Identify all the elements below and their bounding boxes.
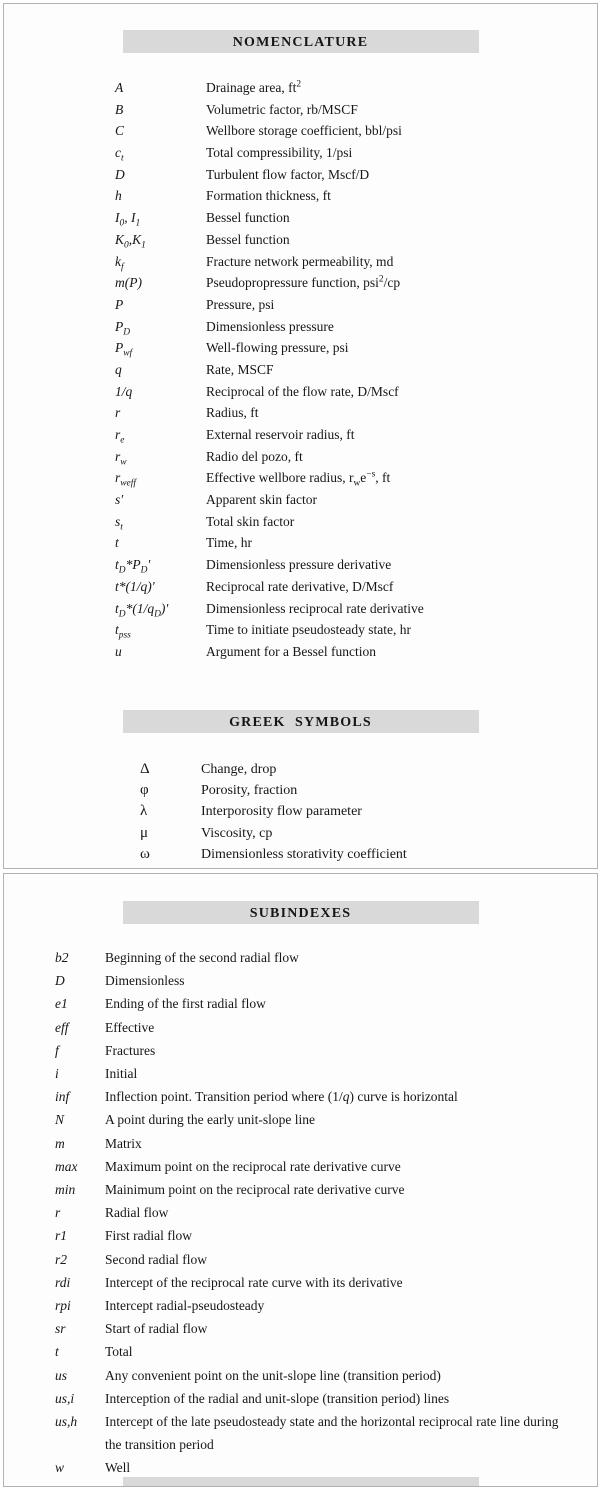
subindex-entry bbox=[55, 1248, 559, 1271]
greek-symbol-entry bbox=[140, 801, 577, 822]
page-subindexes bbox=[3, 873, 598, 1487]
greek-symbol-entry bbox=[140, 823, 577, 844]
entry-symbol: us bbox=[55, 1367, 68, 1383]
entry-definition: Argument for a Bessel function bbox=[206, 643, 376, 659]
greek-symbols-list bbox=[140, 759, 577, 866]
entry-symbol: h bbox=[115, 188, 122, 204]
entry-symbol: min bbox=[55, 1182, 76, 1198]
subindex-entry bbox=[55, 1317, 559, 1340]
entry-definition: Change, drop bbox=[201, 761, 277, 777]
subindex-entry bbox=[55, 992, 559, 1015]
entry-symbol: eff bbox=[55, 1019, 69, 1035]
entry-definition: Total compressibility, 1/psi bbox=[206, 145, 353, 161]
subindex-entry bbox=[55, 1340, 559, 1363]
nomenclature-entry bbox=[115, 359, 577, 381]
entry-definition: Second radial flow bbox=[105, 1251, 207, 1267]
entry-definition: Drainage area, $ft^2$ bbox=[206, 79, 302, 95]
entry-definition: Dimensionless reciprocal rate derivative bbox=[206, 600, 424, 616]
next-section-header-partial bbox=[123, 1477, 479, 1486]
entry-symbol: ω bbox=[140, 846, 150, 863]
subindex-entry bbox=[55, 1294, 559, 1317]
entry-symbol: w bbox=[55, 1460, 65, 1476]
greek-symbol-entry bbox=[140, 780, 577, 801]
entry-definition: Volumetric factor, rb/MSCF bbox=[206, 101, 358, 117]
entry-symbol: P bbox=[115, 296, 124, 312]
entry-definition: Dimensionless pressure bbox=[206, 318, 334, 334]
nomenclature-entry bbox=[115, 446, 577, 468]
entry-definition: Effective bbox=[105, 1019, 155, 1035]
nomenclature-entry bbox=[115, 272, 577, 294]
entry-definition: Radial flow bbox=[105, 1205, 169, 1221]
entry-symbol: $s_t$ bbox=[115, 513, 123, 533]
entry-symbol: b2 bbox=[55, 950, 69, 965]
nomenclature-entry bbox=[115, 576, 577, 598]
entry-symbol: φ bbox=[140, 781, 149, 798]
entry-definition: Reciprocal rate derivative, D/Mscf bbox=[206, 578, 394, 594]
entry-symbol: D bbox=[55, 973, 65, 989]
entry-definition: Pressure, psi bbox=[206, 296, 275, 312]
entry-definition: First radial flow bbox=[105, 1228, 192, 1244]
nomenclature-entry bbox=[115, 142, 577, 164]
entry-symbol: λ bbox=[140, 803, 148, 820]
nomenclature-entry bbox=[115, 598, 577, 620]
entry-symbol: m bbox=[55, 1135, 65, 1151]
entry-symbol: rdi bbox=[55, 1274, 71, 1290]
entry-symbol: r1 bbox=[55, 1228, 68, 1244]
entry-definition: Intercept radial-pseudosteady bbox=[105, 1298, 265, 1314]
entry-symbol: sr bbox=[55, 1321, 66, 1337]
entry-definition: A point during the early unit-slope line bbox=[105, 1112, 315, 1128]
entry-definition: Matrix bbox=[105, 1135, 142, 1151]
nomenclature-entry bbox=[115, 489, 577, 511]
entry-definition: Pseudopropressure function, psi$^2$/cp bbox=[206, 274, 401, 291]
entry-definition: Mainimum point on the reciprocal rate derivative curve bbox=[105, 1182, 405, 1198]
entry-definition: Interporosity flow parameter bbox=[201, 804, 362, 820]
entry-symbol: Δ bbox=[140, 760, 150, 777]
entry-symbol: t bbox=[115, 535, 119, 551]
entry-symbol: m(P) bbox=[115, 275, 142, 291]
entry-symbol: $I_0$, $I_1$ bbox=[115, 210, 141, 229]
entry-definition: Maximum point on the reciprocal rate derivative curve bbox=[105, 1158, 401, 1174]
entry-definition: Total skin factor bbox=[206, 513, 295, 529]
entry-symbol: A bbox=[115, 80, 124, 95]
entry-symbol: e1 bbox=[55, 996, 68, 1012]
subindex-entry bbox=[55, 1364, 559, 1387]
nomenclature-entry bbox=[115, 316, 577, 338]
nomenclature-entry bbox=[115, 120, 577, 142]
greek-symbol-entry bbox=[140, 759, 577, 780]
entry-definition: Formation thickness, ft bbox=[206, 188, 331, 204]
entry-definition: Fracture network permeability, md bbox=[206, 253, 394, 269]
entry-definition: Start of radial flow bbox=[105, 1321, 208, 1337]
entry-symbol: $t_D*P_D'$ bbox=[115, 557, 151, 576]
entry-definition: Time to initiate pseudosteady state, hr bbox=[206, 622, 411, 638]
subindexes-header bbox=[123, 901, 479, 924]
entry-symbol: μ bbox=[140, 824, 149, 841]
entry-definition: Porosity, fraction bbox=[201, 782, 298, 798]
entry-symbol: B bbox=[115, 101, 124, 117]
subindexes-list bbox=[55, 946, 559, 1480]
entry-symbol: $P_{wf}$ bbox=[115, 340, 133, 359]
nomenclature-title: NOMENCLATURE bbox=[232, 35, 369, 50]
entry-symbol: r2 bbox=[55, 1251, 68, 1267]
greek-symbols-header bbox=[123, 710, 479, 733]
nomenclature-entry bbox=[115, 251, 577, 273]
entry-symbol: q bbox=[115, 361, 122, 377]
entry-definition: Bessel function bbox=[206, 210, 290, 226]
entry-definition: Apparent skin factor bbox=[206, 492, 317, 508]
entry-symbol: D bbox=[115, 166, 125, 182]
subindex-entry bbox=[55, 1085, 559, 1108]
entry-definition: Initial bbox=[105, 1066, 138, 1082]
greek-symbol-entry bbox=[140, 844, 577, 865]
nomenclature-entry bbox=[115, 554, 577, 576]
entry-definition: Interception of the radial and unit-slope (transition period) lines bbox=[105, 1390, 450, 1406]
entry-symbol: $r_{weff}$ bbox=[115, 470, 136, 490]
subindex-entry bbox=[55, 1016, 559, 1039]
nomenclature-entry bbox=[115, 164, 577, 186]
nomenclature-entry bbox=[115, 185, 577, 207]
entry-symbol: us,i bbox=[55, 1390, 75, 1406]
nomenclature-entry bbox=[115, 424, 577, 446]
subindex-entry bbox=[55, 1201, 559, 1224]
subindex-entry bbox=[55, 1155, 559, 1178]
nomenclature-entry bbox=[115, 402, 577, 424]
nomenclature-header bbox=[123, 30, 479, 53]
subindex-entry bbox=[55, 1132, 559, 1155]
entry-definition: Viscosity, cp bbox=[201, 825, 273, 841]
entry-definition: Reciprocal of the flow rate, D/Mscf bbox=[206, 383, 399, 399]
entry-symbol: t bbox=[55, 1344, 59, 1360]
nomenclature-entry bbox=[115, 337, 577, 359]
subindex-entry bbox=[55, 1224, 559, 1247]
entry-definition: Radio del pozo, ft bbox=[206, 448, 303, 464]
entry-definition: Rate, MSCF bbox=[206, 361, 274, 377]
subindex-entry bbox=[55, 1108, 559, 1131]
nomenclature-entry bbox=[115, 229, 577, 251]
entry-symbol: C bbox=[115, 123, 125, 139]
nomenclature-list bbox=[115, 77, 577, 663]
entry-definition: Dimensionless pressure derivative bbox=[206, 557, 392, 573]
entry-symbol: max bbox=[55, 1158, 78, 1174]
entry-symbol: u bbox=[115, 643, 122, 659]
entry-definition: Beginning of the second radial flow bbox=[105, 950, 299, 965]
subindex-entry bbox=[55, 1062, 559, 1085]
entry-definition: Intercept of the reciprocal rate curve with its derivative bbox=[105, 1274, 403, 1290]
entry-definition: Ending of the first radial flow bbox=[105, 996, 266, 1012]
entry-symbol: us,h bbox=[55, 1414, 78, 1430]
entry-definition: Intercept of the late pseudosteady state and the horizontal reciprocal rate line during the transition period bbox=[105, 1414, 559, 1453]
entry-definition: Dimensionless storativity coefficient bbox=[201, 847, 407, 863]
entry-symbol: $K_0,K_1$ bbox=[115, 231, 146, 251]
entry-symbol: $r_e$ bbox=[115, 427, 125, 446]
entry-symbol: s′ bbox=[115, 492, 124, 508]
nomenclature-entry bbox=[115, 641, 577, 663]
entry-definition: Wellbore storage coefficient, bbl/psi bbox=[206, 123, 402, 139]
subindex-entry bbox=[55, 1039, 559, 1062]
entry-definition: Radius, ft bbox=[206, 405, 259, 421]
entry-definition: Total bbox=[105, 1344, 133, 1360]
entry-symbol: t*(1/q)′ bbox=[115, 578, 155, 594]
entry-symbol: $t_D*(1/q_D)'$ bbox=[115, 600, 169, 620]
subindex-entry bbox=[55, 1271, 559, 1294]
entry-definition: Effective wellbore radius, $r_we^{-s}$, ft bbox=[206, 469, 391, 490]
entry-symbol: r bbox=[115, 405, 121, 421]
page-nomenclature bbox=[3, 3, 598, 869]
subindex-entry bbox=[55, 969, 559, 992]
entry-symbol: rpi bbox=[55, 1298, 71, 1314]
entry-symbol: $r_w$ bbox=[115, 448, 127, 468]
entry-symbol: 1/q bbox=[115, 383, 133, 399]
subindex-entry bbox=[55, 1387, 559, 1410]
entry-symbol: r bbox=[55, 1205, 61, 1221]
entry-definition: Fractures bbox=[105, 1042, 156, 1058]
nomenclature-entry bbox=[115, 619, 577, 641]
nomenclature-entry bbox=[115, 532, 577, 554]
nomenclature-entry bbox=[115, 467, 577, 489]
entry-definition: External reservoir radius, ft bbox=[206, 427, 355, 442]
nomenclature-entry bbox=[115, 511, 577, 533]
entry-symbol: inf bbox=[55, 1089, 70, 1105]
entry-symbol: $k_f$ bbox=[115, 253, 124, 273]
entry-definition: Any convenient point on the unit-slope line (transition period) bbox=[105, 1367, 441, 1383]
entry-definition: Well-flowing pressure, psi bbox=[206, 340, 349, 356]
entry-definition: Turbulent flow factor, Mscf/D bbox=[206, 166, 370, 182]
entry-definition: Well bbox=[105, 1460, 131, 1476]
entry-symbol: N bbox=[55, 1112, 65, 1128]
subindex-entry bbox=[55, 1410, 559, 1456]
entry-symbol: $P_D$ bbox=[115, 318, 131, 338]
entry-symbol: $c_t$ bbox=[115, 145, 124, 164]
nomenclature-entry bbox=[115, 294, 577, 316]
greek-symbols-title: GREEK SYMBOLS bbox=[229, 714, 372, 730]
document bbox=[0, 3, 601, 1487]
entry-symbol: $t_{pss}$ bbox=[115, 622, 131, 641]
entry-definition: Inflection point. Transition period where (1/q) curve is horizontal bbox=[105, 1089, 458, 1105]
entry-definition: Dimensionless bbox=[105, 973, 185, 989]
nomenclature-entry bbox=[115, 207, 577, 229]
entry-symbol: f bbox=[55, 1042, 59, 1058]
entry-definition: Bessel function bbox=[206, 231, 290, 247]
subindexes-title: SUBINDEXES bbox=[249, 906, 352, 921]
entry-definition: Time, hr bbox=[206, 535, 253, 551]
entry-symbol: i bbox=[55, 1066, 59, 1082]
nomenclature-entry bbox=[115, 77, 577, 99]
nomenclature-entry bbox=[115, 99, 577, 121]
subindex-entry bbox=[55, 1178, 559, 1201]
nomenclature-entry bbox=[115, 381, 577, 403]
subindex-entry bbox=[55, 946, 559, 969]
